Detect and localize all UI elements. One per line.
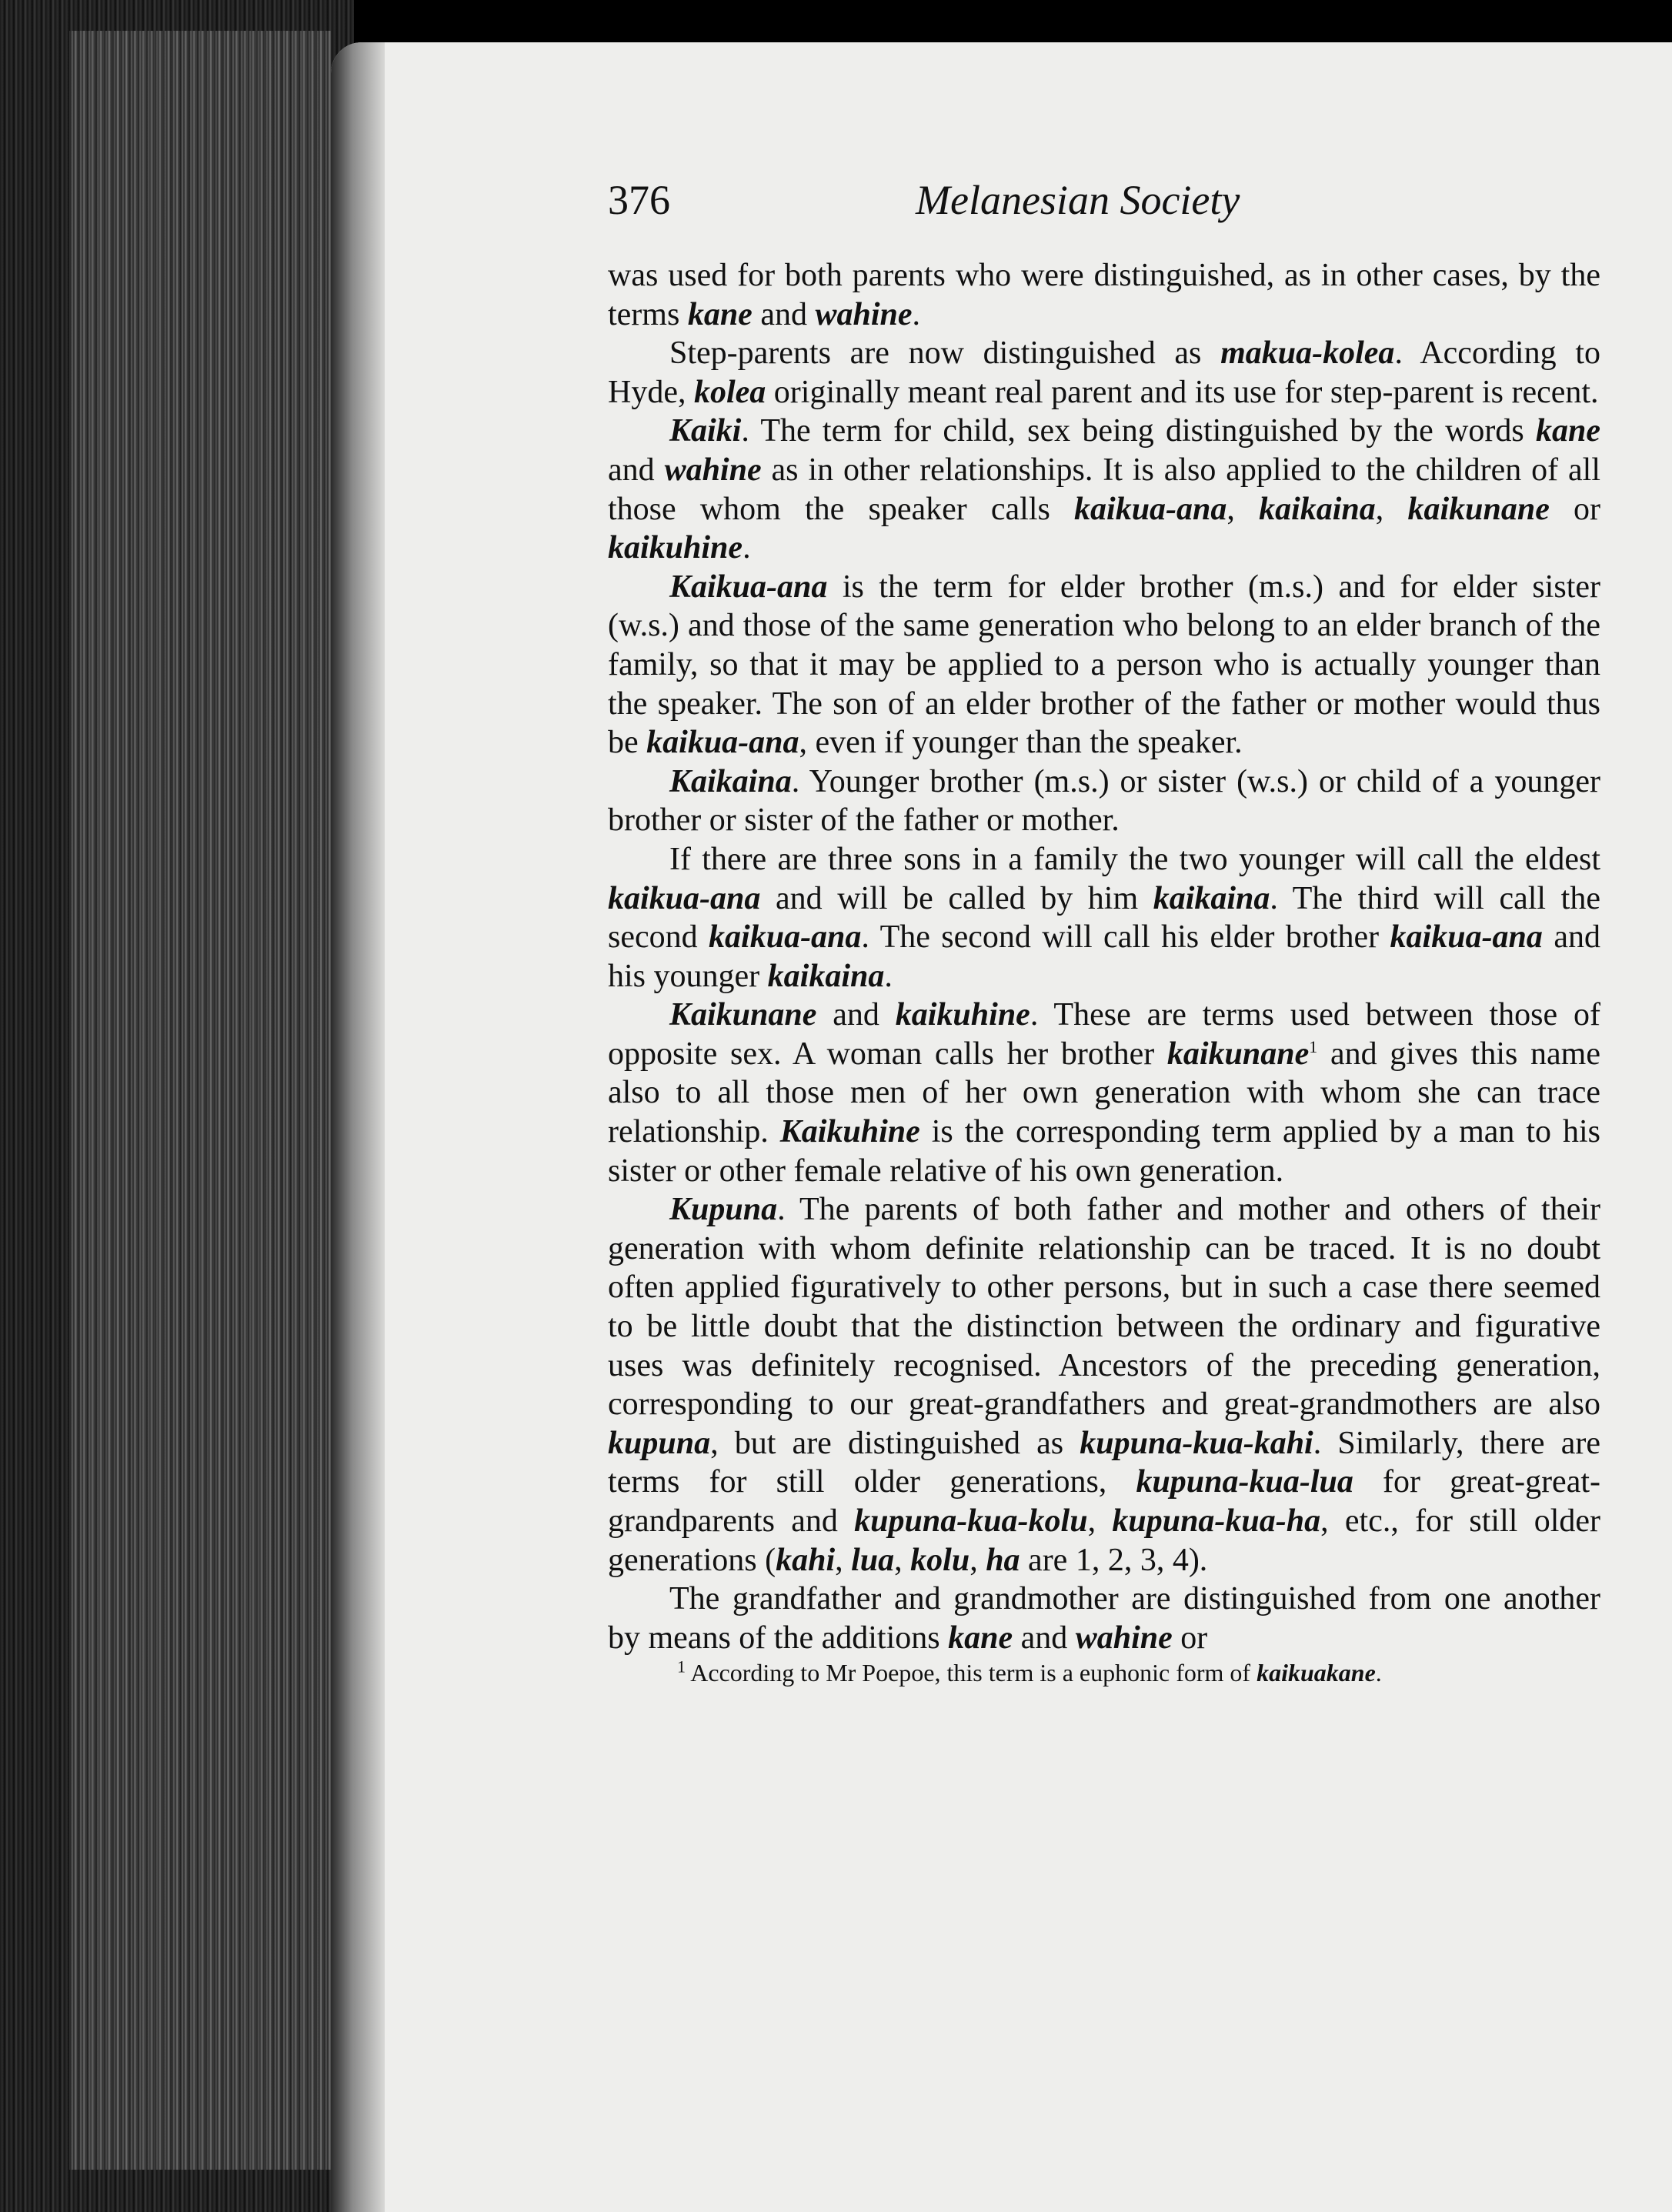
- hawaiian-term: kaikunane: [1166, 1036, 1310, 1072]
- text-run: and will be called by him: [760, 880, 1153, 916]
- paragraph: [608, 1580, 1600, 1657]
- hawaiian-term: kaikua-ana: [646, 725, 799, 761]
- hawaiian-term: wahine: [664, 452, 762, 488]
- paragraph: [608, 1190, 1600, 1580]
- hawaiian-term: kaikaina: [1259, 491, 1376, 527]
- page-gutter-shadow: [331, 42, 385, 2212]
- text-run: . According to Hyde,: [608, 335, 1600, 410]
- paragraph: [608, 334, 1600, 412]
- text-run: . The second will call his elder brother: [861, 919, 1390, 956]
- text-run: or: [1549, 491, 1600, 527]
- hawaiian-term: kupuna-kua-ha: [1112, 1503, 1321, 1539]
- text-run: The grandfather and grandmother are distinguished from one another by means of the additions: [608, 1581, 1600, 1656]
- hawaiian-term: kane: [687, 296, 753, 332]
- text-run: are 1, 2, 3, 4).: [1020, 1542, 1208, 1578]
- text-run: is the term for elder brother (m.s.) and for elder sister (w.s.) and those of the same generation who belong to an elder branch of the family, so that it may be applied to a person who is actually younger than the speaker. The son of an elder brother of the father or mother would thus be: [608, 569, 1600, 761]
- text-run: ,: [1375, 491, 1408, 527]
- text-run: and gives this name also to all those men of her own generation with whom she can trace relationship.: [608, 1036, 1600, 1150]
- paragraph: [608, 762, 1600, 840]
- paragraph: [608, 568, 1600, 762]
- hawaiian-term: wahine: [815, 296, 913, 332]
- hawaiian-term: Kaikua-ana: [669, 569, 828, 605]
- text-run: . The parents of both father and mother and others of their generation with whom definite relationship can be traced. It is no doubt often applied figuratively to other persons, but in such a case there seemed to be little doubt that the distinction between the ordinary and figurative uses was definitely recognised. Ancestors of the preceding generation, corresponding to our great-grandfathers and great-grandmothers are also: [608, 1192, 1600, 1423]
- text-run: . The third will call the second: [608, 880, 1600, 956]
- text-run: and his younger: [608, 919, 1600, 994]
- hawaiian-term: kupuna-kua-kolu: [854, 1503, 1088, 1539]
- footnote-marker: 1: [1309, 1036, 1318, 1056]
- footnote-number: 1: [677, 1656, 686, 1677]
- text-run: ,: [835, 1542, 852, 1578]
- text-run: ,: [969, 1542, 986, 1578]
- text-run: ,: [1087, 1503, 1113, 1539]
- page-text-block: [608, 177, 1601, 1688]
- hawaiian-term: Kaikuhine: [779, 1114, 920, 1150]
- paragraph: [608, 840, 1600, 996]
- body-text: [608, 256, 1600, 1657]
- hawaiian-term: kaikua-ana: [608, 880, 761, 916]
- text-run: . Younger brother (m.s.) or sister (w.s.) or child of a younger brother or sister of the father or mother.: [608, 763, 1600, 839]
- hawaiian-term: kaikua-ana: [1074, 491, 1227, 527]
- hawaiian-term: kupuna-kua-kahi: [1080, 1425, 1313, 1461]
- paragraph: [608, 256, 1600, 334]
- text-run: .: [743, 530, 751, 566]
- hawaiian-term: kaikua-ana: [709, 919, 862, 956]
- hawaiian-term: ha: [986, 1542, 1020, 1578]
- hawaiian-term: kolu: [910, 1542, 970, 1578]
- text-run: If there are three sons in a family the two younger will call the eldest: [669, 841, 1600, 877]
- hawaiian-term: kaikuhine: [608, 530, 743, 566]
- hawaiian-term: kane: [1536, 413, 1600, 449]
- hawaiian-term: Kaiki: [669, 413, 742, 449]
- running-head: [608, 177, 1600, 256]
- text-run: , even if younger than the speaker.: [799, 725, 1243, 761]
- paragraph: [608, 996, 1600, 1190]
- hawaiian-term: kaikaina: [1153, 880, 1270, 916]
- hawaiian-term: kahi: [776, 1542, 836, 1578]
- text-run: and: [816, 997, 896, 1033]
- text-run: . These are terms used between those of opposite sex. A woman calls her brother: [608, 997, 1600, 1072]
- text-run: and: [1013, 1620, 1076, 1656]
- book-page-edges: [0, 0, 354, 2212]
- hawaiian-term: kolea: [693, 374, 766, 410]
- hawaiian-term: kaikuhine: [895, 997, 1030, 1033]
- hawaiian-term: kaikua-ana: [1390, 919, 1543, 956]
- text-run: is the corresponding term applied by a man to his sister or other female relative of his own generation.: [608, 1114, 1600, 1189]
- text-run: According to Mr Poepoe, this term is a euphonic form of: [686, 1659, 1257, 1687]
- hawaiian-term: lua: [851, 1542, 895, 1578]
- hawaiian-term: Kupuna: [669, 1192, 778, 1228]
- text-run: or: [1172, 1620, 1208, 1656]
- paragraph: [608, 412, 1600, 567]
- text-run: and: [608, 452, 665, 488]
- hawaiian-term: kane: [948, 1620, 1013, 1656]
- hawaiian-term: kaikaina: [767, 958, 885, 994]
- page-stack-texture: [69, 31, 331, 2170]
- text-run: , but are distinguished as: [710, 1425, 1080, 1461]
- text-run: . The term for child, sex being distinguished by the words: [741, 413, 1536, 449]
- hawaiian-term: kaikuakane: [1257, 1659, 1376, 1687]
- text-run: .: [912, 296, 921, 332]
- text-run: .: [1375, 1659, 1382, 1687]
- text-run: Step-parents are now distinguished as: [669, 335, 1221, 372]
- hawaiian-term: makua-kolea: [1220, 335, 1395, 372]
- text-run: and: [752, 296, 816, 332]
- page-number: 376: [608, 177, 670, 223]
- text-run: for great-great-grandparents and: [608, 1464, 1600, 1539]
- hawaiian-term: wahine: [1075, 1620, 1173, 1656]
- hawaiian-term: Kaikunane: [669, 997, 817, 1033]
- hawaiian-term: kupuna-kua-lua: [1136, 1464, 1353, 1500]
- text-run: , etc., for still older generations (: [608, 1503, 1601, 1578]
- text-run: ,: [894, 1542, 911, 1578]
- text-run: as in other relationships. It is also applied to the children of all those whom the speaker calls: [608, 452, 1600, 527]
- text-run: was used for both parents who were distinguished, as in other cases, by the terms: [608, 258, 1600, 332]
- text-run: . Similarly, there are terms for still older generations,: [608, 1425, 1600, 1500]
- text-run: originally meant real parent and its use for step-parent is recent.: [766, 374, 1599, 410]
- running-title: Melanesian Society: [916, 177, 1240, 223]
- text-run: ,: [1226, 491, 1260, 527]
- hawaiian-term: kaikunane: [1407, 491, 1550, 527]
- footnote: [608, 1657, 1600, 1688]
- hawaiian-term: kupuna: [608, 1425, 711, 1461]
- hawaiian-term: Kaikaina: [669, 763, 792, 799]
- text-run: .: [884, 958, 893, 994]
